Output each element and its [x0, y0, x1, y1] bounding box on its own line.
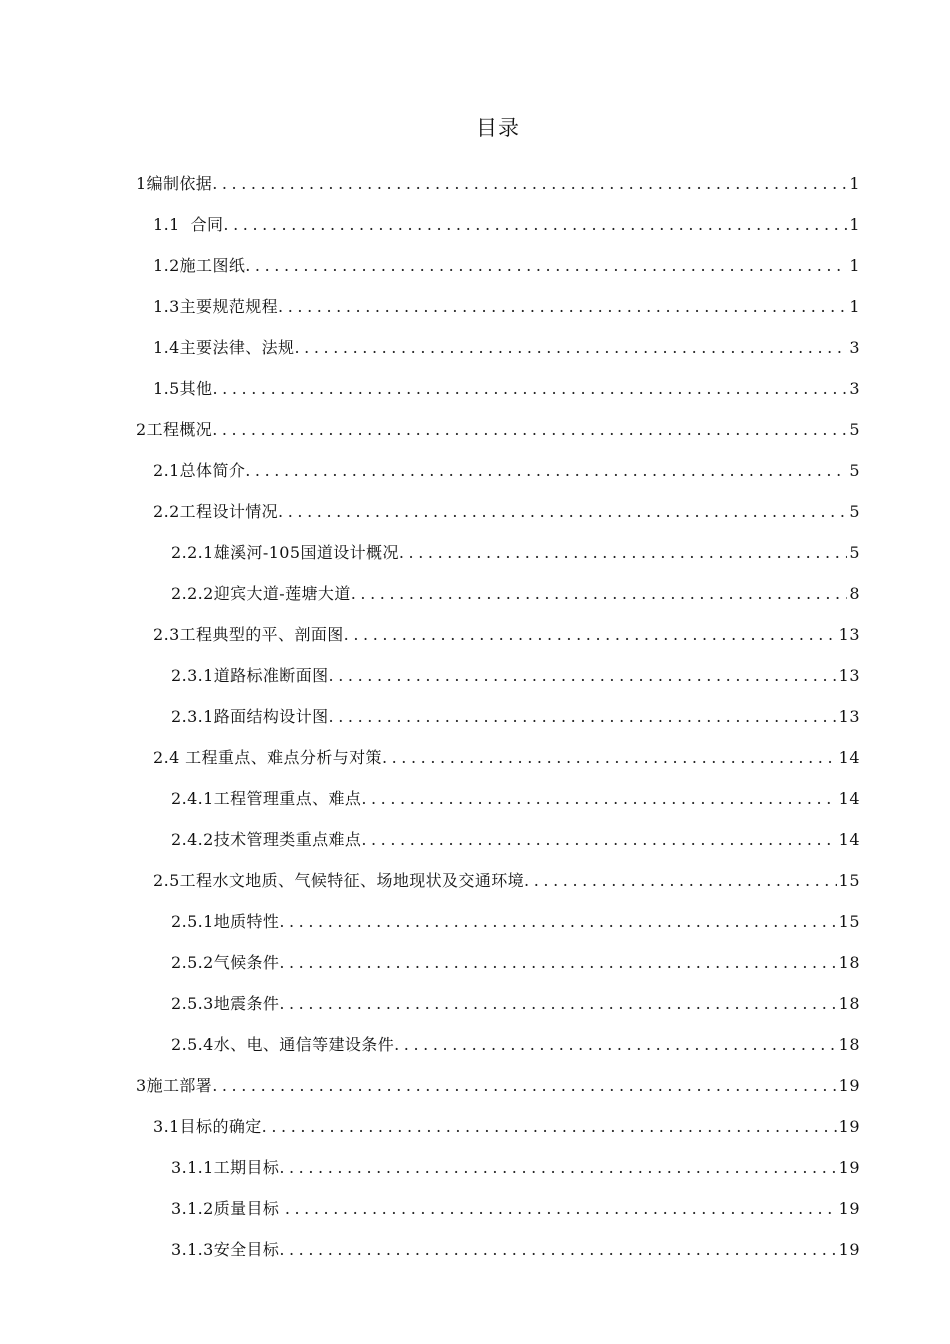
toc-entry-page-number: 3: [849, 338, 860, 357]
toc-entry-page-number: 1: [849, 215, 860, 234]
dot-leader: [245, 256, 847, 276]
toc-entry[interactable]: [171, 691, 860, 727]
dot-leader: [285, 1199, 837, 1219]
toc-entry[interactable]: [153, 281, 860, 317]
dot-leader: [524, 871, 837, 891]
toc-entry-page-number: 1: [849, 297, 860, 316]
toc-entry[interactable]: [171, 650, 860, 686]
toc-entry[interactable]: [171, 937, 860, 973]
toc-entry[interactable]: [153, 322, 860, 358]
toc-entry-page-number: 18: [838, 994, 860, 1013]
toc-entry[interactable]: [136, 158, 860, 194]
toc-entry-label: 2.5.4水、电、通信等建设条件: [171, 1035, 395, 1054]
toc-entry[interactable]: [153, 609, 860, 645]
toc-entry-page-number: 5: [849, 543, 860, 562]
toc-entry-label: 2.4 工程重点、难点分析与对策: [153, 748, 382, 767]
toc-entry[interactable]: [136, 1060, 860, 1096]
toc-entry-page-number: 5: [849, 420, 860, 439]
toc-entry-label: 2.2工程设计情况: [153, 502, 279, 521]
toc-entry[interactable]: [171, 527, 860, 563]
toc-entry-label: 2.5工程水文地质、气候特征、场地现状及交通环境: [153, 871, 525, 890]
toc-entry-page-number: 13: [838, 625, 860, 644]
toc-entry-page-number: 19: [838, 1240, 860, 1259]
toc-entry[interactable]: [153, 1101, 860, 1137]
dot-leader: [279, 953, 836, 973]
toc-entry-page-number: 14: [838, 830, 860, 849]
dot-leader: [351, 584, 848, 604]
toc-entry-label: 3.1.1工期目标: [171, 1158, 280, 1177]
toc-entry-label: 2工程概况: [136, 420, 213, 439]
toc-entry[interactable]: [171, 896, 860, 932]
toc-entry-label: 1编制依据: [136, 174, 213, 193]
toc-entry-label: 2.3工程典型的平、剖面图: [153, 625, 344, 644]
toc-entry-page-number: 18: [838, 1035, 860, 1054]
dot-leader: [361, 830, 836, 850]
toc-entry-label: 2.3.1道路标准断面图: [171, 666, 329, 685]
toc-entry[interactable]: [171, 1224, 860, 1260]
toc-entry-page-number: 1: [849, 174, 860, 193]
toc-entry[interactable]: [171, 1019, 860, 1055]
toc-entry[interactable]: [171, 1142, 860, 1178]
toc-entry[interactable]: [153, 732, 860, 768]
toc-entry-page-number: 8: [849, 584, 860, 603]
dot-leader: [279, 1240, 836, 1260]
dot-leader: [382, 748, 837, 768]
dot-leader: [278, 502, 847, 522]
toc-entry-label: 1.1 合同: [153, 215, 224, 234]
toc-entry-page-number: 15: [838, 871, 860, 890]
dot-leader: [279, 1158, 836, 1178]
toc-entry-label: 2.4.1工程管理重点、难点: [171, 789, 362, 808]
toc-entry[interactable]: [171, 1183, 860, 1219]
toc-entry-label: 3.1.3安全目标: [171, 1240, 280, 1259]
toc-entry[interactable]: [153, 240, 860, 276]
toc-entry-label: 2.4.2技术管理类重点难点: [171, 830, 362, 849]
toc-entry-label: 1.3主要规范规程: [153, 297, 279, 316]
toc-entry-page-number: 5: [849, 461, 860, 480]
toc-entry[interactable]: [136, 404, 860, 440]
dot-leader: [294, 338, 847, 358]
toc-entry-label: 3.1目标的确定: [153, 1117, 262, 1136]
toc-entry-label: 2.2.1雄溪河-105国道设计概况: [171, 543, 399, 562]
toc-entry[interactable]: [153, 855, 860, 891]
toc-entry-label: 2.5.3地震条件: [171, 994, 280, 1013]
toc-entry-page-number: 5: [849, 502, 860, 521]
toc-entry-page-number: 13: [838, 707, 860, 726]
dot-leader: [329, 707, 837, 727]
dot-leader: [262, 1117, 837, 1137]
dot-leader: [212, 379, 847, 399]
dot-leader: [212, 420, 847, 440]
dot-leader: [344, 625, 837, 645]
toc-entry-page-number: 14: [838, 748, 860, 767]
toc-entry-label: 1.5其他: [153, 379, 213, 398]
toc-entry[interactable]: [153, 363, 860, 399]
toc-entry[interactable]: [171, 978, 860, 1014]
toc-entry-page-number: 14: [838, 789, 860, 808]
dot-leader: [361, 789, 836, 809]
dot-leader: [212, 174, 847, 194]
toc-entry-label: 2.1总体简介: [153, 461, 246, 480]
toc-entry-label: 2.3.1路面结构设计图: [171, 707, 329, 726]
toc-entry-page-number: 13: [838, 666, 860, 685]
toc-entry[interactable]: [171, 814, 860, 850]
dot-leader: [399, 543, 847, 563]
toc-entry-label: 3施工部署: [136, 1076, 213, 1095]
toc-entry-page-number: 19: [838, 1076, 860, 1095]
toc-entry-page-number: 19: [838, 1117, 860, 1136]
toc-title: 目录: [476, 116, 520, 140]
toc-entry-label: 2.2.2迎宾大道-莲塘大道: [171, 584, 351, 603]
dot-leader: [245, 461, 847, 481]
toc-entry-page-number: 19: [838, 1199, 860, 1218]
toc-entry-label: 3.1.2质量目标: [171, 1199, 285, 1218]
toc-entry-page-number: 3: [849, 379, 860, 398]
dot-leader: [394, 1035, 837, 1055]
toc-entry-label: 1.2施工图纸: [153, 256, 246, 275]
dot-leader: [279, 912, 836, 932]
toc-entry[interactable]: [153, 486, 860, 522]
toc-entry[interactable]: [171, 568, 860, 604]
toc-entry-page-number: 18: [838, 953, 860, 972]
toc-entry-label: 2.5.1地质特性: [171, 912, 280, 931]
toc-entry[interactable]: [153, 199, 860, 235]
toc-entry-label: 1.4主要法律、法规: [153, 338, 295, 357]
toc-entry-page-number: 15: [838, 912, 860, 931]
dot-leader: [278, 297, 847, 317]
toc-entry[interactable]: [171, 773, 860, 809]
toc-entry-page-number: 1: [849, 256, 860, 275]
dot-leader: [223, 215, 847, 235]
dot-leader: [279, 994, 836, 1014]
toc-entry-label: 2.5.2气候条件: [171, 953, 280, 972]
toc-entry[interactable]: [153, 445, 860, 481]
dot-leader: [329, 666, 837, 686]
toc-entry-page-number: 19: [838, 1158, 860, 1177]
dot-leader: [212, 1076, 836, 1096]
